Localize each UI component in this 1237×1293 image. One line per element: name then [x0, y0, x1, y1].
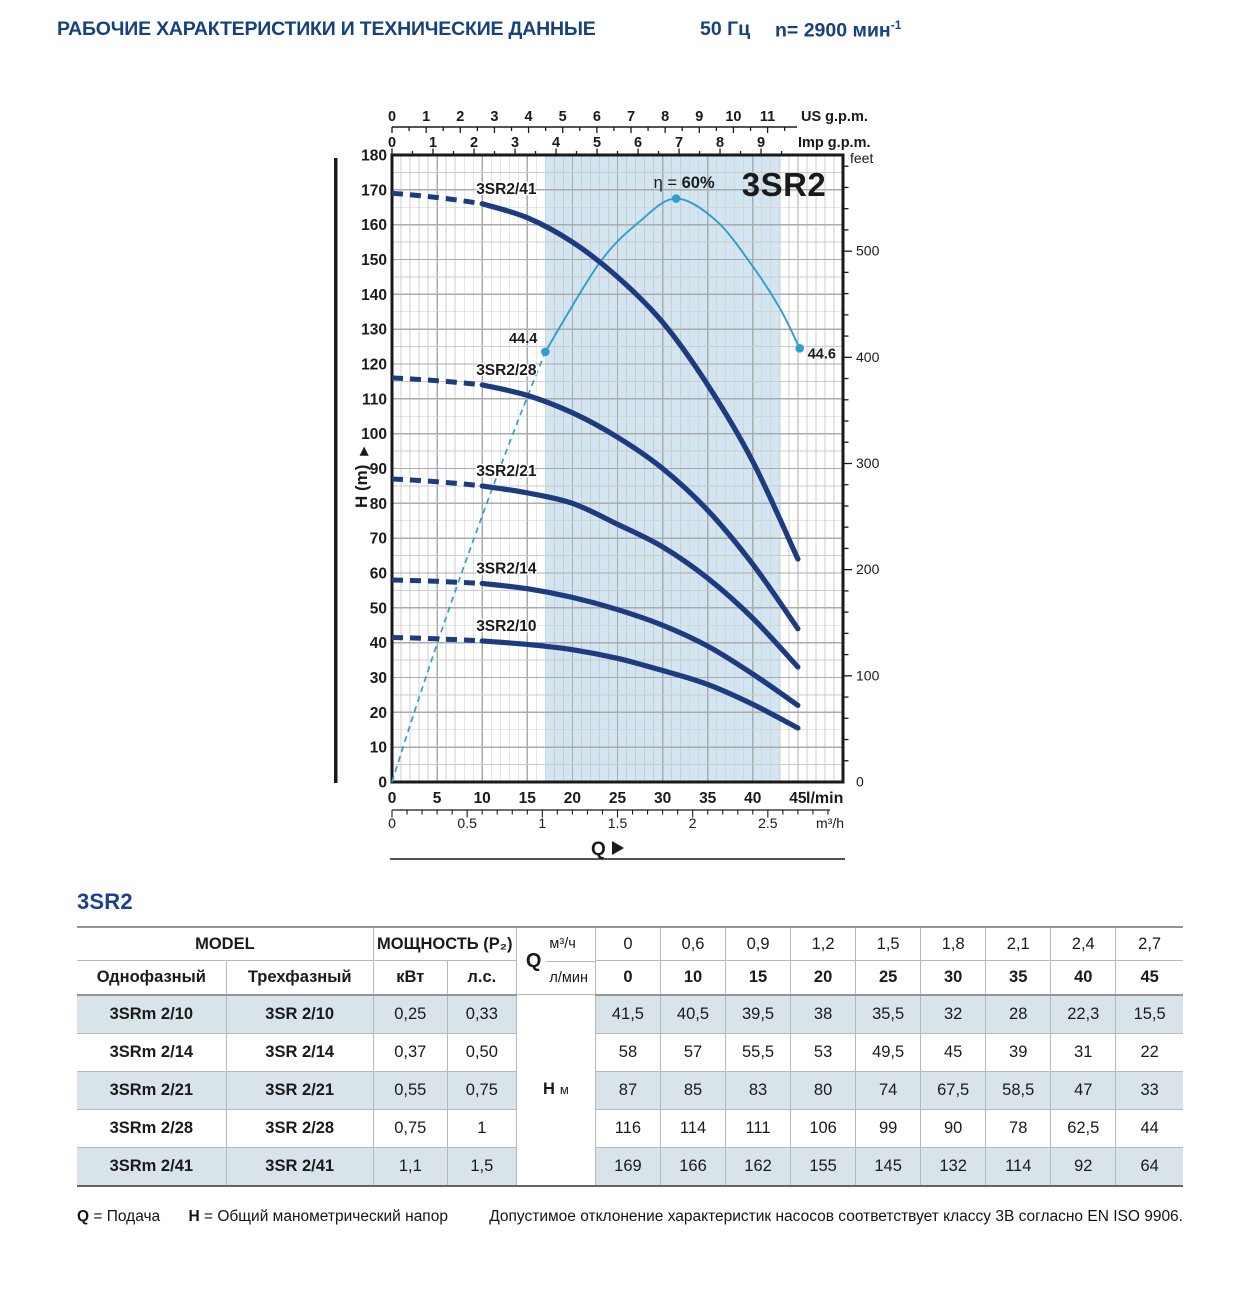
m3h-unit-label: м³/ч [546, 928, 595, 962]
imp-gpm-tick-label: 2 [469, 135, 479, 151]
head-value-cell: 80 [791, 1071, 856, 1109]
h-axis-tick-label: 20 [369, 704, 387, 722]
us-gpm-tick-label: 7 [626, 109, 636, 125]
footnote-note: Допустимое отклонение характеристик насосов соответствует классу 3B согласно EN ISO 9906. [489, 1207, 1183, 1225]
q-arrow-icon [612, 841, 624, 855]
curve-label: 3SR2/21 [476, 462, 537, 480]
efficiency-dot [672, 194, 681, 203]
us-gpm-axis [388, 109, 868, 133]
model-three-phase-cell: 3SR 2/14 [226, 1033, 373, 1071]
flow-lmin-value: 0 [595, 961, 660, 995]
head-value-cell: 53 [791, 1033, 856, 1071]
h-axis-tick-label: 160 [361, 217, 387, 235]
frequency-label: 50 Гц [700, 18, 751, 40]
power-hp-cell: 0,33 [447, 995, 516, 1034]
head-value-cell: 32 [921, 995, 986, 1034]
h-axis-bar [334, 158, 338, 783]
head-value-cell: 15,5 [1116, 995, 1183, 1034]
table-header-row-2 [77, 961, 1183, 995]
efficiency-start-label: 44.4 [509, 330, 538, 347]
m3h-tick-label: 2 [688, 815, 697, 831]
model-three-phase-cell: 3SR 2/10 [226, 995, 373, 1034]
single-phase-header: Однофазный [77, 961, 226, 995]
us-gpm-tick-label: 4 [524, 109, 533, 125]
h-axis-title [352, 447, 371, 508]
head-value-cell: 166 [660, 1147, 725, 1186]
imp-gpm-tick-label: 1 [428, 135, 438, 151]
model-three-phase-cell: 3SR 2/41 [226, 1147, 373, 1186]
flow-m3h-value: 2,1 [986, 927, 1051, 961]
three-phase-header: Трехфазный [226, 961, 373, 995]
power-kw-cell: 1,1 [373, 1147, 447, 1186]
head-value-cell: 47 [1051, 1071, 1116, 1109]
lmin-unit-label: л/мин [549, 969, 588, 986]
head-value-cell: 116 [595, 1109, 660, 1147]
flow-unit-header [516, 927, 595, 995]
us-gpm-tick-label: 1 [422, 109, 431, 125]
lmin-tick-label: 15 [518, 790, 536, 807]
m3h-unit-label: m³/h [816, 815, 844, 831]
us-gpm-tick-label: 9 [695, 109, 704, 125]
kw-header: кВт [373, 961, 447, 995]
head-value-cell: 22 [1116, 1033, 1183, 1071]
us-gpm-tick-label: 11 [759, 109, 776, 125]
m3h-tick-label: 1 [538, 815, 547, 831]
head-value-cell: 83 [726, 1071, 791, 1109]
feet-tick-label: 0 [856, 773, 864, 790]
q-symbol: Q [525, 949, 542, 972]
imp-gpm-tick-label: 8 [716, 135, 725, 151]
head-value-cell: 55,5 [726, 1033, 791, 1071]
m3h-axis [388, 810, 844, 831]
power-kw-cell: 0,25 [373, 995, 447, 1034]
feet-tick-label: 300 [856, 454, 880, 471]
efficiency-peak-label: η = 60% [653, 174, 715, 192]
legend-h: H = Общий манометрический напор [188, 1207, 448, 1225]
lmin-unit-label: l/min [806, 790, 844, 807]
power-kw-cell: 0,55 [373, 1071, 447, 1109]
model-single-phase-cell: 3SRm 2/10 [77, 995, 226, 1034]
table-row [77, 995, 1183, 1034]
flow-lmin-value: 30 [921, 961, 986, 995]
flow-m3h-value: 0,6 [660, 927, 725, 961]
h-axis-tick-label: 40 [369, 635, 387, 653]
head-unit-cell: H м [516, 995, 595, 1186]
m3h-tick-label: 2.5 [758, 815, 778, 831]
head-value-cell: 67,5 [921, 1071, 986, 1109]
lmin-tick-label: 5 [432, 790, 442, 807]
imp-gpm-tick-label: 4 [551, 135, 561, 151]
head-value-cell: 62,5 [1051, 1109, 1116, 1147]
table-header-row-1 [77, 927, 1183, 961]
hq-curve-dashed [392, 637, 482, 640]
model-single-phase-cell: 3SRm 2/21 [77, 1071, 226, 1109]
flow-lmin-value: 20 [791, 961, 856, 995]
head-value-cell: 145 [856, 1147, 921, 1186]
head-value-cell: 35,5 [856, 995, 921, 1034]
imp-gpm-tick-label: 9 [757, 135, 766, 151]
head-value-cell: 40,5 [660, 995, 725, 1034]
power-header: МОЩНОСТЬ (P₂) [373, 927, 516, 961]
us-gpm-tick-label: 2 [456, 109, 465, 125]
table-row [77, 1147, 1183, 1186]
curve-label: 3SR2/41 [476, 180, 537, 198]
head-value-cell: 106 [791, 1109, 856, 1147]
footnote [77, 1208, 1183, 1226]
h-axis-tick-label: 180 [361, 147, 387, 165]
lmin-tick-label: 45 [789, 790, 807, 807]
flow-lmin-value: 45 [1116, 961, 1183, 995]
head-value-cell: 22,3 [1051, 995, 1116, 1034]
head-value-cell: 57 [660, 1033, 725, 1071]
us-gpm-tick-label: 5 [558, 109, 567, 125]
head-value-cell: 64 [1116, 1147, 1183, 1186]
head-value-cell: 58,5 [986, 1071, 1051, 1109]
imp-gpm-tick-label: 6 [633, 135, 643, 151]
q-axis-title-text: Q [591, 839, 606, 860]
lmin-tick-label: 25 [608, 790, 627, 807]
table-row [77, 1109, 1183, 1147]
lmin-tick-label: 30 [653, 790, 672, 807]
lmin-tick-label: 35 [699, 790, 717, 807]
h-axis-tick-label: 150 [361, 252, 387, 269]
head-value-cell: 99 [856, 1109, 921, 1147]
power-hp-cell: 1,5 [447, 1147, 516, 1186]
h-axis-tick-label: 100 [361, 426, 387, 444]
curve-label: 3SR2/10 [476, 617, 537, 635]
table-body [77, 995, 1183, 1186]
efficiency-end-label: 44.6 [807, 346, 836, 363]
page-header [0, 18, 1237, 48]
imp-gpm-tick-label: 7 [675, 135, 684, 151]
q-axis-title [390, 839, 845, 860]
footnote-legend [77, 1208, 472, 1226]
us-gpm-tick-label: 10 [725, 109, 742, 125]
flow-m3h-value: 1,2 [791, 927, 856, 961]
lmin-tick-label: 0 [387, 790, 397, 807]
flow-m3h-value: 1,8 [921, 927, 986, 961]
head-value-cell: 39,5 [726, 995, 791, 1034]
power-kw-cell: 0,37 [373, 1033, 447, 1071]
h-axis-tick-label: 110 [361, 391, 387, 409]
h-axis-tick-label: 140 [361, 286, 387, 304]
q-units [546, 928, 595, 994]
h-axis-tick-label: 90 [369, 461, 387, 478]
curve-label: 3SR2/28 [476, 361, 537, 379]
h-axis-tick-label: 130 [361, 321, 387, 339]
power-hp-cell: 1 [447, 1109, 516, 1147]
feet-unit-label: feet [850, 150, 874, 166]
table-row [77, 1033, 1183, 1071]
flow-m3h-value: 1,5 [856, 927, 921, 961]
model-single-phase-cell: 3SRm 2/41 [77, 1147, 226, 1186]
model-header: MODEL [77, 927, 373, 961]
flow-lmin-value: 35 [986, 961, 1051, 995]
lmin-tick-label: 40 [744, 790, 762, 807]
technical-data-section [77, 889, 1183, 1226]
head-value-cell: 45 [921, 1033, 986, 1071]
imp-gpm-axis [388, 135, 871, 155]
h-axis-tick-label: 30 [369, 670, 387, 687]
flow-lmin-value: 15 [726, 961, 791, 995]
h-axis-tick-label: 50 [369, 600, 387, 618]
lmin-axis-labels [388, 790, 844, 807]
chart-title: 3SR2 [741, 166, 827, 203]
flow-lmin-value: 25 [856, 961, 921, 995]
head-value-cell: 44 [1116, 1109, 1183, 1147]
h-axis-title-text: H (m)▶ [352, 447, 371, 508]
m3h-tick-label: 0.5 [457, 815, 477, 831]
feet-tick-label: 100 [856, 667, 880, 684]
table-row [77, 1071, 1183, 1109]
head-value-cell: 38 [791, 995, 856, 1034]
feet-tick-label: 200 [856, 561, 880, 578]
head-value-cell: 155 [791, 1147, 856, 1186]
imp-gpm-tick-label: 5 [592, 135, 602, 151]
head-value-cell: 87 [595, 1071, 660, 1109]
head-value-cell: 92 [1051, 1147, 1116, 1186]
efficiency-dot [541, 348, 550, 357]
h-axis-tick-label: 60 [369, 565, 387, 583]
speed-value: n= 2900 мин [775, 19, 891, 42]
power-hp-cell: 0,50 [447, 1033, 516, 1071]
lmin-tick-label: 20 [563, 790, 582, 807]
lmin-tick-label: 10 [473, 790, 491, 807]
head-value-cell: 169 [595, 1147, 660, 1186]
m3h-tick-label: 0 [388, 815, 396, 831]
hq-curve-dashed [392, 580, 482, 583]
us-gpm-unit-label: US g.p.m. [801, 109, 868, 125]
h-axis-tick-label: 120 [361, 356, 387, 374]
head-value-cell: 114 [986, 1147, 1051, 1186]
h-axis-tick-label: 0 [378, 774, 387, 792]
us-gpm-tick-label: 8 [661, 109, 670, 125]
head-value-cell: 33 [1116, 1071, 1183, 1109]
us-gpm-tick-label: 3 [490, 109, 499, 125]
flow-lmin-value: 10 [660, 961, 725, 995]
page-title: РАБОЧИЕ ХАРАКТЕРИСТИКИ И ТЕХНИЧЕСКИЕ ДАННЫЕ [57, 18, 596, 40]
feet-tick-label: 400 [856, 348, 880, 365]
legend-q: Q = Подача [77, 1207, 161, 1225]
head-value-cell: 74 [856, 1071, 921, 1109]
head-value-cell: 90 [921, 1109, 986, 1147]
head-value-cell: 28 [986, 995, 1051, 1034]
head-value-cell: 31 [1051, 1033, 1116, 1071]
model-single-phase-cell: 3SRm 2/14 [77, 1033, 226, 1071]
head-value-cell: 132 [921, 1147, 986, 1186]
head-value-cell: 39 [986, 1033, 1051, 1071]
head-value-cell: 49,5 [856, 1033, 921, 1071]
head-value-cell: 162 [726, 1147, 791, 1186]
flow-m3h-value: 2,7 [1116, 927, 1183, 961]
head-value-cell: 41,5 [595, 995, 660, 1034]
efficiency-dot [795, 344, 804, 353]
flow-lmin-value: 40 [1051, 961, 1116, 995]
curve-label: 3SR2/14 [476, 560, 537, 578]
flow-m3h-value: 0 [595, 927, 660, 961]
head-value-cell: 85 [660, 1071, 725, 1109]
h-axis-tick-label: 170 [361, 182, 387, 200]
head-value-cell: 111 [726, 1109, 791, 1147]
table-heading: 3SR2 [77, 889, 133, 914]
head-value-cell: 78 [986, 1109, 1051, 1147]
power-kw-cell: 0,75 [373, 1109, 447, 1147]
feet-tick-label: 500 [856, 242, 880, 259]
imp-gpm-unit-label: Imp g.p.m. [798, 135, 871, 151]
model-three-phase-cell: 3SR 2/21 [226, 1071, 373, 1109]
flow-m3h-value: 0,9 [726, 927, 791, 961]
h-axis-tick-label: 80 [369, 495, 387, 513]
speed-label [775, 18, 901, 43]
m3h-tick-label: 1.5 [607, 815, 628, 831]
h-axis-tick-label: 70 [369, 530, 387, 548]
us-gpm-tick-label: 0 [387, 109, 397, 125]
flow-m3h-value: 2,4 [1051, 927, 1116, 961]
imp-gpm-tick-label: 3 [510, 135, 520, 151]
h-axis-tick-label: 10 [369, 739, 387, 757]
q-cell-wrap [517, 928, 595, 994]
model-three-phase-cell: 3SR 2/28 [226, 1109, 373, 1147]
power-hp-cell: 0,75 [447, 1071, 516, 1109]
technical-data-table [77, 926, 1183, 1187]
us-gpm-tick-label: 6 [592, 109, 601, 125]
hp-header: л.с. [447, 961, 516, 995]
model-single-phase-cell: 3SRm 2/28 [77, 1109, 226, 1147]
speed-exponent: -1 [890, 18, 902, 32]
imp-gpm-tick-label: 0 [387, 135, 397, 151]
head-value-cell: 114 [660, 1109, 725, 1147]
feet-axis [843, 150, 880, 790]
head-value-cell: 58 [595, 1033, 660, 1071]
